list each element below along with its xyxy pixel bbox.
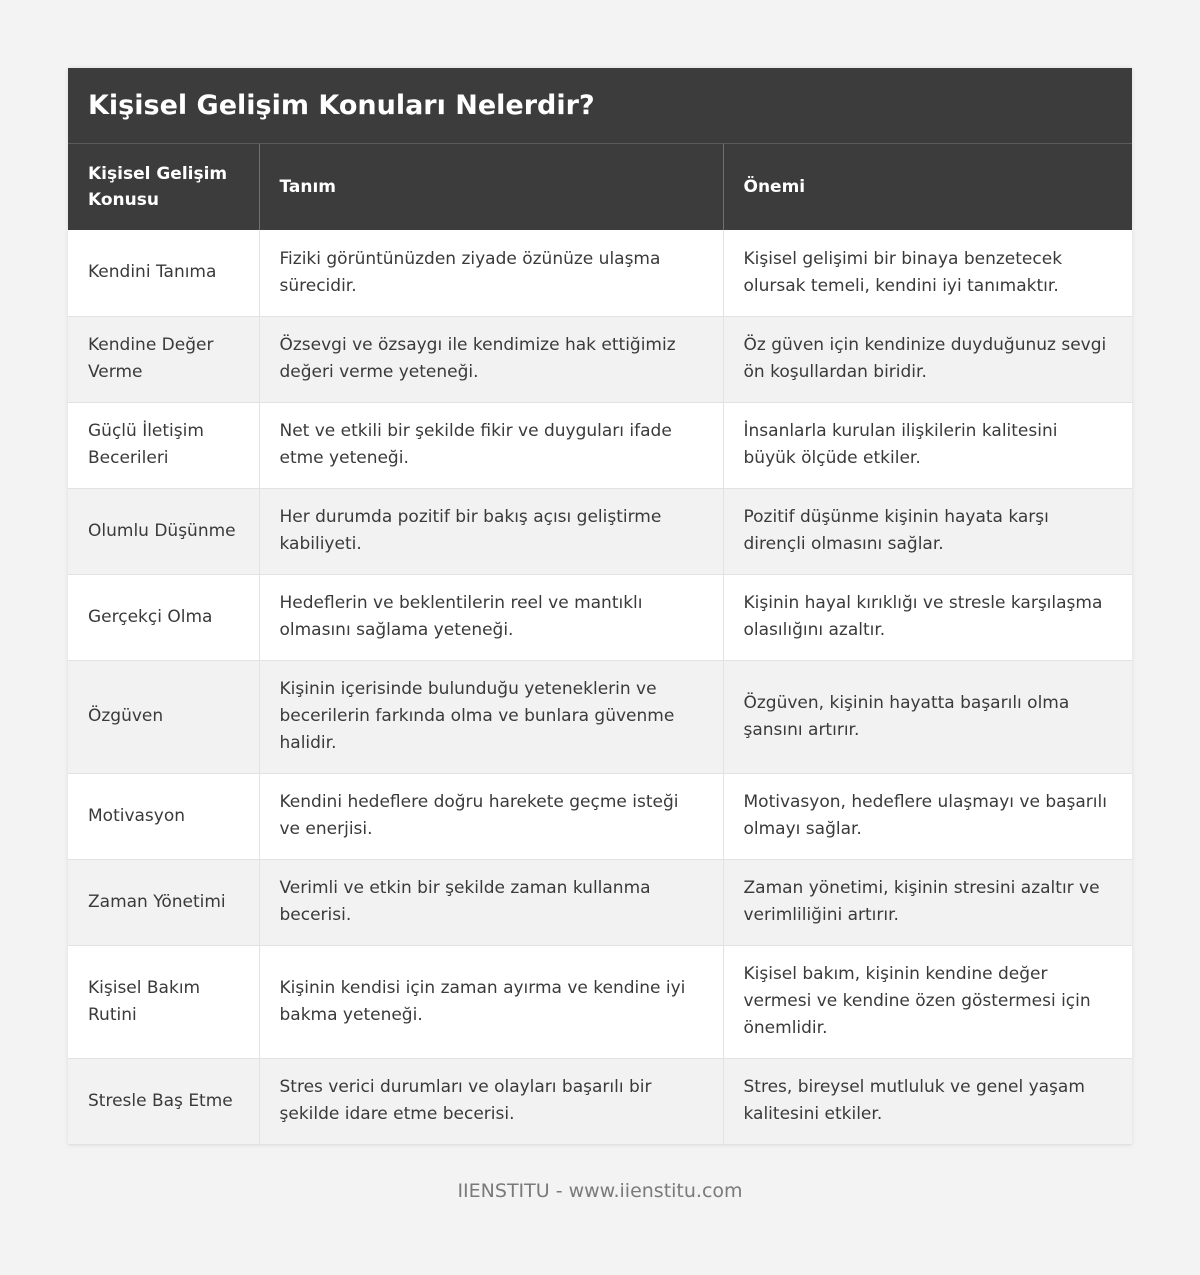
- importance-cell: İnsanlarla kurulan ilişkilerin kalitesini büyük ölçüde etkiler.: [723, 402, 1132, 488]
- importance-cell: Özgüven, kişinin hayatta başarılı olma şansını artırır.: [723, 660, 1132, 773]
- table-card: [68, 68, 1132, 1145]
- topic-cell: Olumlu Düşünme: [68, 488, 259, 574]
- importance-cell: Kişisel gelişimi bir binaya benzetecek olursak temeli, kendini iyi tanımaktır.: [723, 230, 1132, 316]
- table-row: [68, 402, 1132, 488]
- definition-cell: Fiziki görüntünüzden ziyade özünüze ulaşma sürecidir.: [259, 230, 723, 316]
- definition-cell: Hedeflerin ve beklentilerin reel ve mantıklı olmasını sağlama yeteneği.: [259, 574, 723, 660]
- table-row: [68, 230, 1132, 316]
- definition-cell: Kişinin içerisinde bulunduğu yeteneklerin ve becerilerin farkında olma ve bunlara güvenme halidir.: [259, 660, 723, 773]
- definition-cell: Verimli ve etkin bir şekilde zaman kullanma becerisi.: [259, 859, 723, 945]
- topic-cell: Kişisel Bakım Rutini: [68, 945, 259, 1058]
- table-row: [68, 660, 1132, 773]
- topic-cell: Stresle Baş Etme: [68, 1058, 259, 1144]
- definition-cell: Net ve etkili bir şekilde fikir ve duyguları ifade etme yeteneği.: [259, 402, 723, 488]
- footer-credit: IIENSTITU - www.iienstitu.com: [457, 1180, 743, 1202]
- definition-cell: Kendini hedeflere doğru harekete geçme isteği ve enerjisi.: [259, 773, 723, 859]
- importance-cell: Kişisel bakım, kişinin kendine değer vermesi ve kendine özen göstermesi için önemlidir.: [723, 945, 1132, 1058]
- topic-cell: Özgüven: [68, 660, 259, 773]
- column-header-definition: Tanım: [259, 144, 723, 230]
- table-row: [68, 316, 1132, 402]
- definition-cell: Kişinin kendisi için zaman ayırma ve kendine iyi bakma yeteneği.: [259, 945, 723, 1058]
- importance-cell: Kişinin hayal kırıklığı ve stresle karşılaşma olasılığını azaltır.: [723, 574, 1132, 660]
- topic-cell: Zaman Yönetimi: [68, 859, 259, 945]
- definition-cell: Stres verici durumları ve olayları başarılı bir şekilde idare etme becerisi.: [259, 1058, 723, 1144]
- topic-cell: Gerçekçi Olma: [68, 574, 259, 660]
- topic-cell: Güçlü İletişim Becerileri: [68, 402, 259, 488]
- table-row: [68, 574, 1132, 660]
- importance-cell: Öz güven için kendinize duyduğunuz sevgi ön koşullardan biridir.: [723, 316, 1132, 402]
- importance-cell: Motivasyon, hedeflere ulaşmayı ve başarılı olmayı sağlar.: [723, 773, 1132, 859]
- importance-cell: Stres, bireysel mutluluk ve genel yaşam kalitesini etkiler.: [723, 1058, 1132, 1144]
- topic-cell: Kendini Tanıma: [68, 230, 259, 316]
- topic-cell: Kendine Değer Verme: [68, 316, 259, 402]
- definition-cell: Özsevgi ve özsaygı ile kendimize hak ettiğimiz değeri verme yeteneği.: [259, 316, 723, 402]
- table-row: [68, 1058, 1132, 1144]
- title-bar: [68, 68, 1132, 144]
- topics-table: [68, 144, 1132, 1145]
- table-row: [68, 773, 1132, 859]
- column-header-topic: Kişisel Gelişim Konusu: [68, 144, 259, 230]
- definition-cell: Her durumda pozitif bir bakış açısı geliştirme kabiliyeti.: [259, 488, 723, 574]
- importance-cell: Pozitif düşünme kişinin hayata karşı dirençli olmasını sağlar.: [723, 488, 1132, 574]
- topic-cell: Motivasyon: [68, 773, 259, 859]
- page-title: Kişisel Gelişim Konuları Nelerdir?: [88, 90, 595, 121]
- table-row: [68, 859, 1132, 945]
- table-row: [68, 488, 1132, 574]
- importance-cell: Zaman yönetimi, kişinin stresini azaltır ve verimliliğini artırır.: [723, 859, 1132, 945]
- table-row: [68, 945, 1132, 1058]
- header-row: [68, 144, 1132, 230]
- column-header-importance: Önemi: [723, 144, 1132, 230]
